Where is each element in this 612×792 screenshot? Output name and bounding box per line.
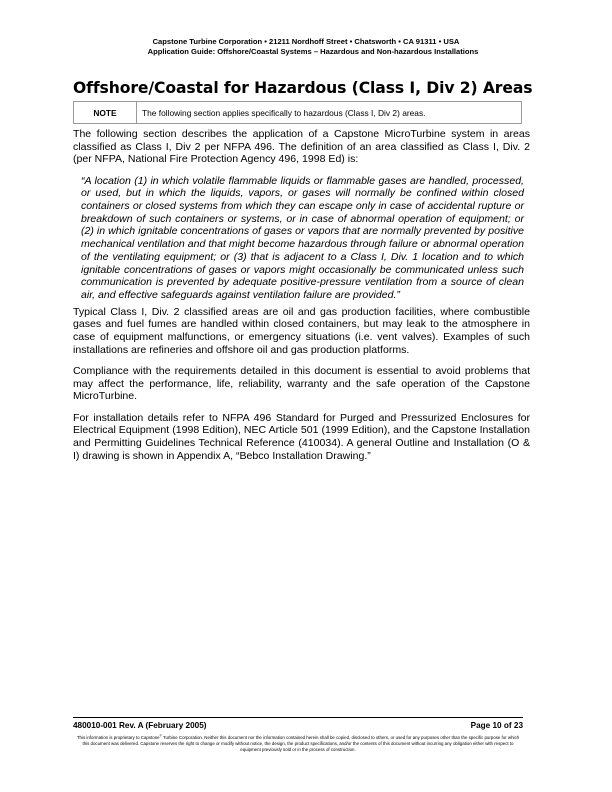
header-company-line: Capstone Turbine Corporation • 21211 Nordhoff Street • Chatsworth • CA 91311 • USA (152, 37, 460, 46)
paragraph-typical-areas: Typical Class I, Div. 2 classified areas are oil and gas production facilities, where combustible gases and fuel fumes are handled within closed containers, but may leak to the atmosphere in case of equipment malfunctions, or emergency situations (i.e. vent valves). Examples of such installations are refineries and offshore oil and gas production platforms. (73, 305, 530, 356)
note-row (74, 102, 522, 124)
page-number: Page 10 of 23 (470, 721, 523, 730)
document-number: 480010-001 Rev. A (February 2005) (73, 721, 207, 730)
paragraph-installation: For installation details refer to NFPA 496 Standard for Purged and Pressurized Enclosures for Electrical Equipment (1998 Edition), NEC Article 501 (1999 Edition), and the Capstone Installation and Permitting Guidelines Technical Reference (410034). A general Outline and Installation (O & I) drawing is shown in Appendix A, “Bebco Installation Drawing.” (73, 411, 530, 462)
proprietary-disclaimer (73, 735, 523, 753)
section-title: Offshore/Coastal for Hazardous (Class I, Div 2) Areas (73, 79, 533, 97)
paragraph-compliance: Compliance with the requirements detailed in this document is essential to avoid problems that may affect the performance, life, reliability, warranty and the safe operation of the Capstone MicroTurbine. (73, 364, 530, 403)
disclaimer-text-end: Turbine Corporation. Neither this document nor the information contained herein shall be copied, disclosed to others, or used for any purposes other than the specific purpose for which this document was delivered. Capstone reserves the right to change or modify without notice, the design, the product specifications, and/or the contents of this document without incurring any obligation either with respect to equipment previously sold or in the process of construction. (82, 735, 520, 752)
header-guide-line: Application Guide: Offshore/Coastal Systems – Hazardous and Non-hazardous Installations (147, 47, 479, 56)
body-text (73, 128, 530, 471)
nfpa-definition-quote: “A location (1) in which volatile flammable liquids or flammable gases are handled, processed, or used, but in which the liquids, vapors, or gases will normally be confined within closed containers or closed systems from which they can escape only in case of accidental rupture or breakdown of such containers or systems, or in case of abnormal operation of equipment; or (2) in which ignitable concentrations of gases or vapors that are normally prevented by positive mechanical ventilation and that might become hazardous through failure or abnormal operation of the ventilating equipment; or (3) that is adjacent to a Class I, Div. 1 location and to which ignitable concentrations of gases or vapors might occasionally be communicated unless such communication is prevented by adequate positive-pressure ventilation from a source of clean air, and effective safeguards against ventilation failure are provided.” (81, 174, 524, 301)
footer-divider (73, 717, 523, 718)
page-header (0, 37, 612, 57)
disclaimer-text-start: This information is proprietary to Capstone (76, 735, 160, 740)
note-label: NOTE (74, 102, 137, 124)
note-text: The following section applies specifically to hazardous (Class I, Div 2) areas. (137, 102, 522, 124)
paragraph-intro: The following section describes the application of a Capstone MicroTurbine system in areas classified as Class I, Div 2 per NFPA 496. The definition of an area classified as Class I, Div. 2 (per NFPA, National Fire Protection Agency 496, 1998 Ed) is: (73, 128, 530, 166)
note-box (73, 101, 522, 124)
registered-mark: ® (159, 733, 162, 738)
